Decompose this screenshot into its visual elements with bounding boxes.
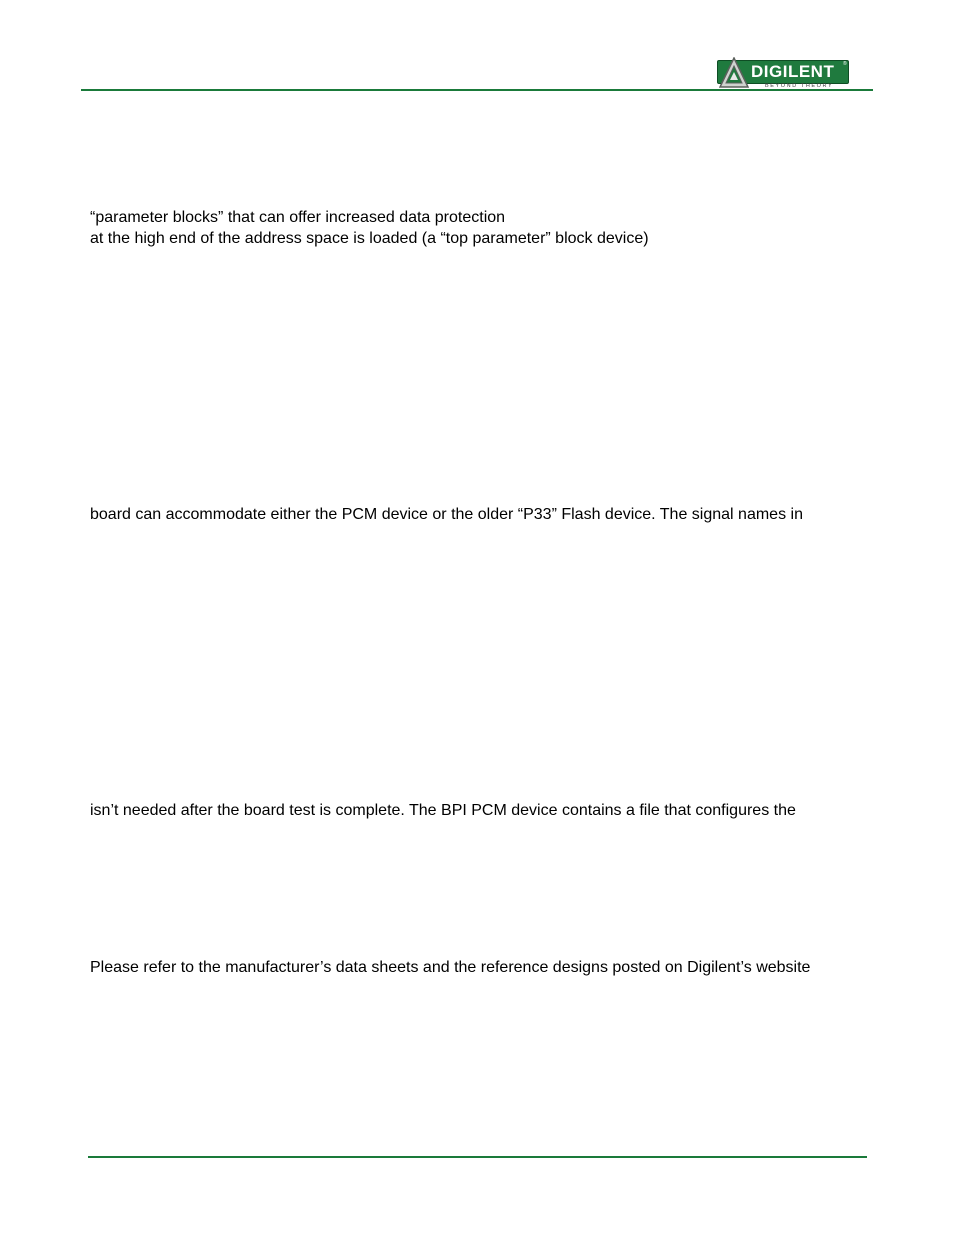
body-line-parameter-blocks: “parameter blocks” that can offer increased data protection	[90, 209, 506, 226]
body-line-refer-datasheets: Please refer to the manufacturer’s data sheets and the reference designs posted on Digilent’s website	[90, 959, 811, 976]
header-rule	[81, 89, 873, 91]
body-line-board-accommodate: board can accommodate either the PCM device or the older “P33” Flash device. The signal names in	[90, 506, 803, 523]
logo-trademark: ®	[843, 61, 847, 67]
digilent-logo	[717, 57, 849, 90]
footer-rule	[88, 1156, 867, 1158]
digilent-triangle-icon	[719, 57, 749, 89]
body-line-board-test: isn’t needed after the board test is complete. The BPI PCM device contains a file that configures the	[90, 802, 796, 819]
logo-tagline: BEYOND THEORY	[765, 83, 834, 89]
logo-wordmark: DIGILENT	[751, 62, 835, 81]
body-line-address-space: at the high end of the address space is loaded (a “top parameter” block device)	[90, 230, 649, 247]
